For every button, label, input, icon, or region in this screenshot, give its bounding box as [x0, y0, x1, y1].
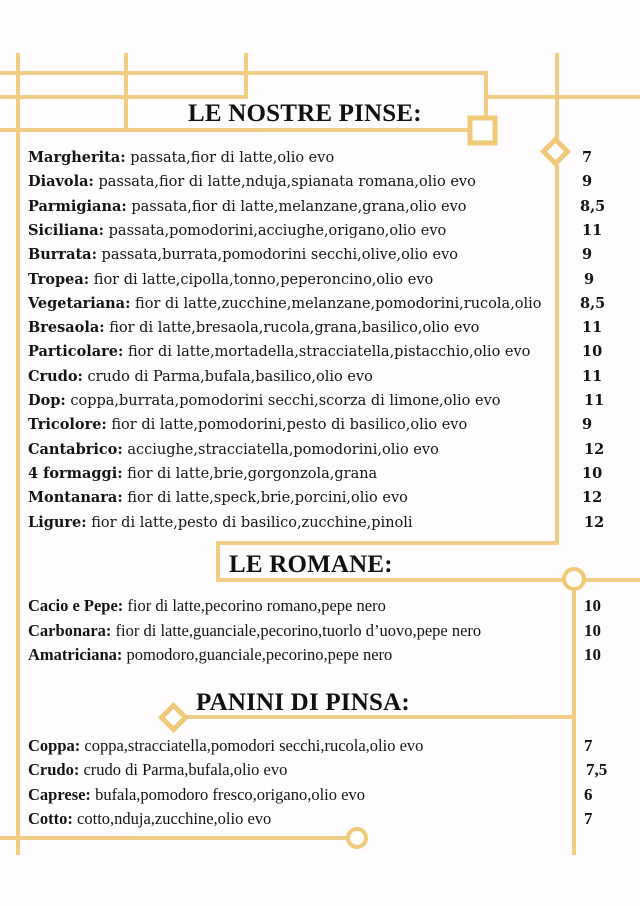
item-price: 10 [582, 343, 603, 361]
item-name: Crudo: [28, 760, 80, 780]
item-name: Cotto: [28, 808, 73, 828]
item-ingredients: fior di latte,mortadella,stracciatella,pistacchio,olio evo [128, 344, 531, 361]
item-name: Cantabrico: [28, 440, 123, 458]
item-ingredients: passata,fior di latte,melanzane,grana,olio evo [131, 198, 467, 215]
item-name: Crudo: [28, 367, 83, 385]
item-price: 9 [582, 173, 593, 191]
item-price: 9 [582, 246, 593, 264]
item-price: 8,5 [580, 197, 606, 215]
item-price: 10 [584, 620, 601, 640]
item-price: 11 [582, 221, 603, 239]
menu-item [28, 268, 433, 292]
item-name: Bresaola: [28, 319, 105, 337]
item-ingredients: passata,fior di latte,nduja,spianata romana,olio evo [98, 174, 476, 191]
menu-item [28, 243, 458, 267]
item-ingredients: fior di latte,pomodorini,pesto di basilico,olio evo [111, 417, 468, 434]
menu-item [28, 486, 408, 510]
menu-item [28, 413, 467, 437]
item-ingredients: fior di latte,cipolla,tonno,peperoncino,olio evo [93, 271, 434, 288]
item-name: Parmigiana: [28, 197, 127, 215]
item-price: 11 [584, 392, 605, 409]
diamond-ornament [543, 139, 567, 163]
menu-item [28, 783, 365, 807]
item-name: Amatriciana: [28, 645, 123, 664]
menu-item [28, 807, 271, 831]
item-price: 10 [584, 645, 601, 664]
item-price: 12 [584, 513, 605, 531]
item-name: Carbonara: [28, 620, 112, 640]
section-title: LE NOSTRE PINSE: [188, 100, 422, 127]
item-ingredients: fior di latte,pesto di basilico,zucchine,pinoli [91, 514, 413, 531]
menu-item [28, 734, 423, 758]
item-ingredients: passata,fior di latte,olio evo [130, 150, 335, 166]
item-price: 9 [584, 270, 595, 288]
item-name: Dop: [28, 392, 66, 409]
item-price: 7 [584, 808, 593, 828]
menu-item [28, 758, 287, 782]
item-ingredients: coppa,burrata,pomodorini secchi,scorza di limone,olio evo [70, 393, 501, 409]
item-ingredients: acciughe,stracciatella,pomodorini,olio evo [127, 441, 439, 458]
item-ingredients: fior di latte,zucchine,melanzane,pomodorini,rucola,olio [135, 295, 542, 312]
menu-item [28, 219, 446, 243]
item-ingredients: coppa,stracciatella,pomodori secchi,rucola,olio evo [84, 736, 424, 755]
menu-item [28, 643, 392, 667]
square-ornament [470, 118, 495, 143]
item-price: 8,5 [580, 294, 606, 312]
item-name: Burrata: [28, 246, 97, 264]
item-ingredients: pomodoro,guanciale,pecorino,pepe nero [126, 645, 393, 664]
item-name: Vegetariana: [28, 294, 131, 312]
item-ingredients: cotto,nduja,zucchine,olio evo [77, 808, 272, 828]
item-name: Montanara: [28, 489, 123, 507]
menu-item [28, 316, 479, 340]
menu-item [28, 619, 481, 643]
item-ingredients: bufala,pomodoro fresco,origano,olio evo [95, 784, 365, 804]
item-name: 4 formaggi: [28, 464, 123, 482]
item-price: 7 [584, 736, 593, 755]
menu-item [28, 462, 377, 486]
section-title: PANINI DI PINSA: [196, 689, 410, 716]
item-name: Tropea: [28, 270, 90, 288]
menu-item [28, 438, 439, 462]
item-name: Diavola: [28, 173, 94, 191]
item-price: 11 [582, 319, 603, 337]
item-price: 10 [582, 464, 603, 482]
menu-item [28, 594, 386, 618]
menu-item [28, 365, 373, 389]
item-ingredients: fior di latte,guanciale,pecorino,tuorlo d’uovo,pepe nero [115, 620, 482, 640]
menu-item [28, 340, 530, 364]
menu-item [28, 389, 501, 413]
item-name: Coppa: [28, 736, 81, 755]
item-price: 7 [582, 149, 593, 166]
menu-item [28, 511, 413, 535]
item-ingredients: crudo di Parma,bufala,olio evo [83, 760, 288, 780]
item-price: 12 [584, 440, 605, 458]
item-name: Cacio e Pepe: [28, 596, 124, 615]
item-name: Caprese: [28, 784, 91, 804]
section-title: LE ROMANE: [229, 551, 393, 578]
item-name: Tricolore: [28, 416, 107, 434]
item-name: Margherita: [28, 149, 126, 166]
diamond-ornament [161, 705, 185, 729]
circle-ornament [348, 829, 366, 847]
item-name: Siciliana: [28, 221, 105, 239]
item-name: Particolare: [28, 343, 124, 361]
menu-item [28, 292, 542, 316]
menu-item [28, 195, 467, 219]
item-price: 9 [582, 416, 593, 434]
item-price: 6 [584, 784, 593, 804]
item-ingredients: passata,burrata,pomodorini secchi,olive,olio evo [101, 247, 459, 264]
item-ingredients: fior di latte,speck,brie,porcini,olio evo [127, 490, 408, 507]
circle-ornament [564, 569, 584, 589]
item-price: 10 [584, 596, 601, 615]
item-ingredients: crudo di Parma,bufala,basilico,olio evo [87, 368, 373, 385]
item-name: Ligure: [28, 513, 87, 531]
menu-item [28, 170, 476, 194]
menu-item [28, 146, 334, 170]
item-ingredients: fior di latte,pecorino romano,pepe nero [127, 596, 386, 615]
item-price: 7,5 [586, 760, 608, 780]
item-price: 11 [582, 367, 603, 385]
item-ingredients: fior di latte,brie,gorgonzola,grana [127, 465, 378, 482]
item-ingredients: fior di latte,bresaola,rucola,grana,basilico,olio evo [109, 320, 480, 337]
item-ingredients: passata,pomodorini,acciughe,origano,olio evo [108, 222, 447, 239]
item-price: 12 [582, 489, 603, 507]
